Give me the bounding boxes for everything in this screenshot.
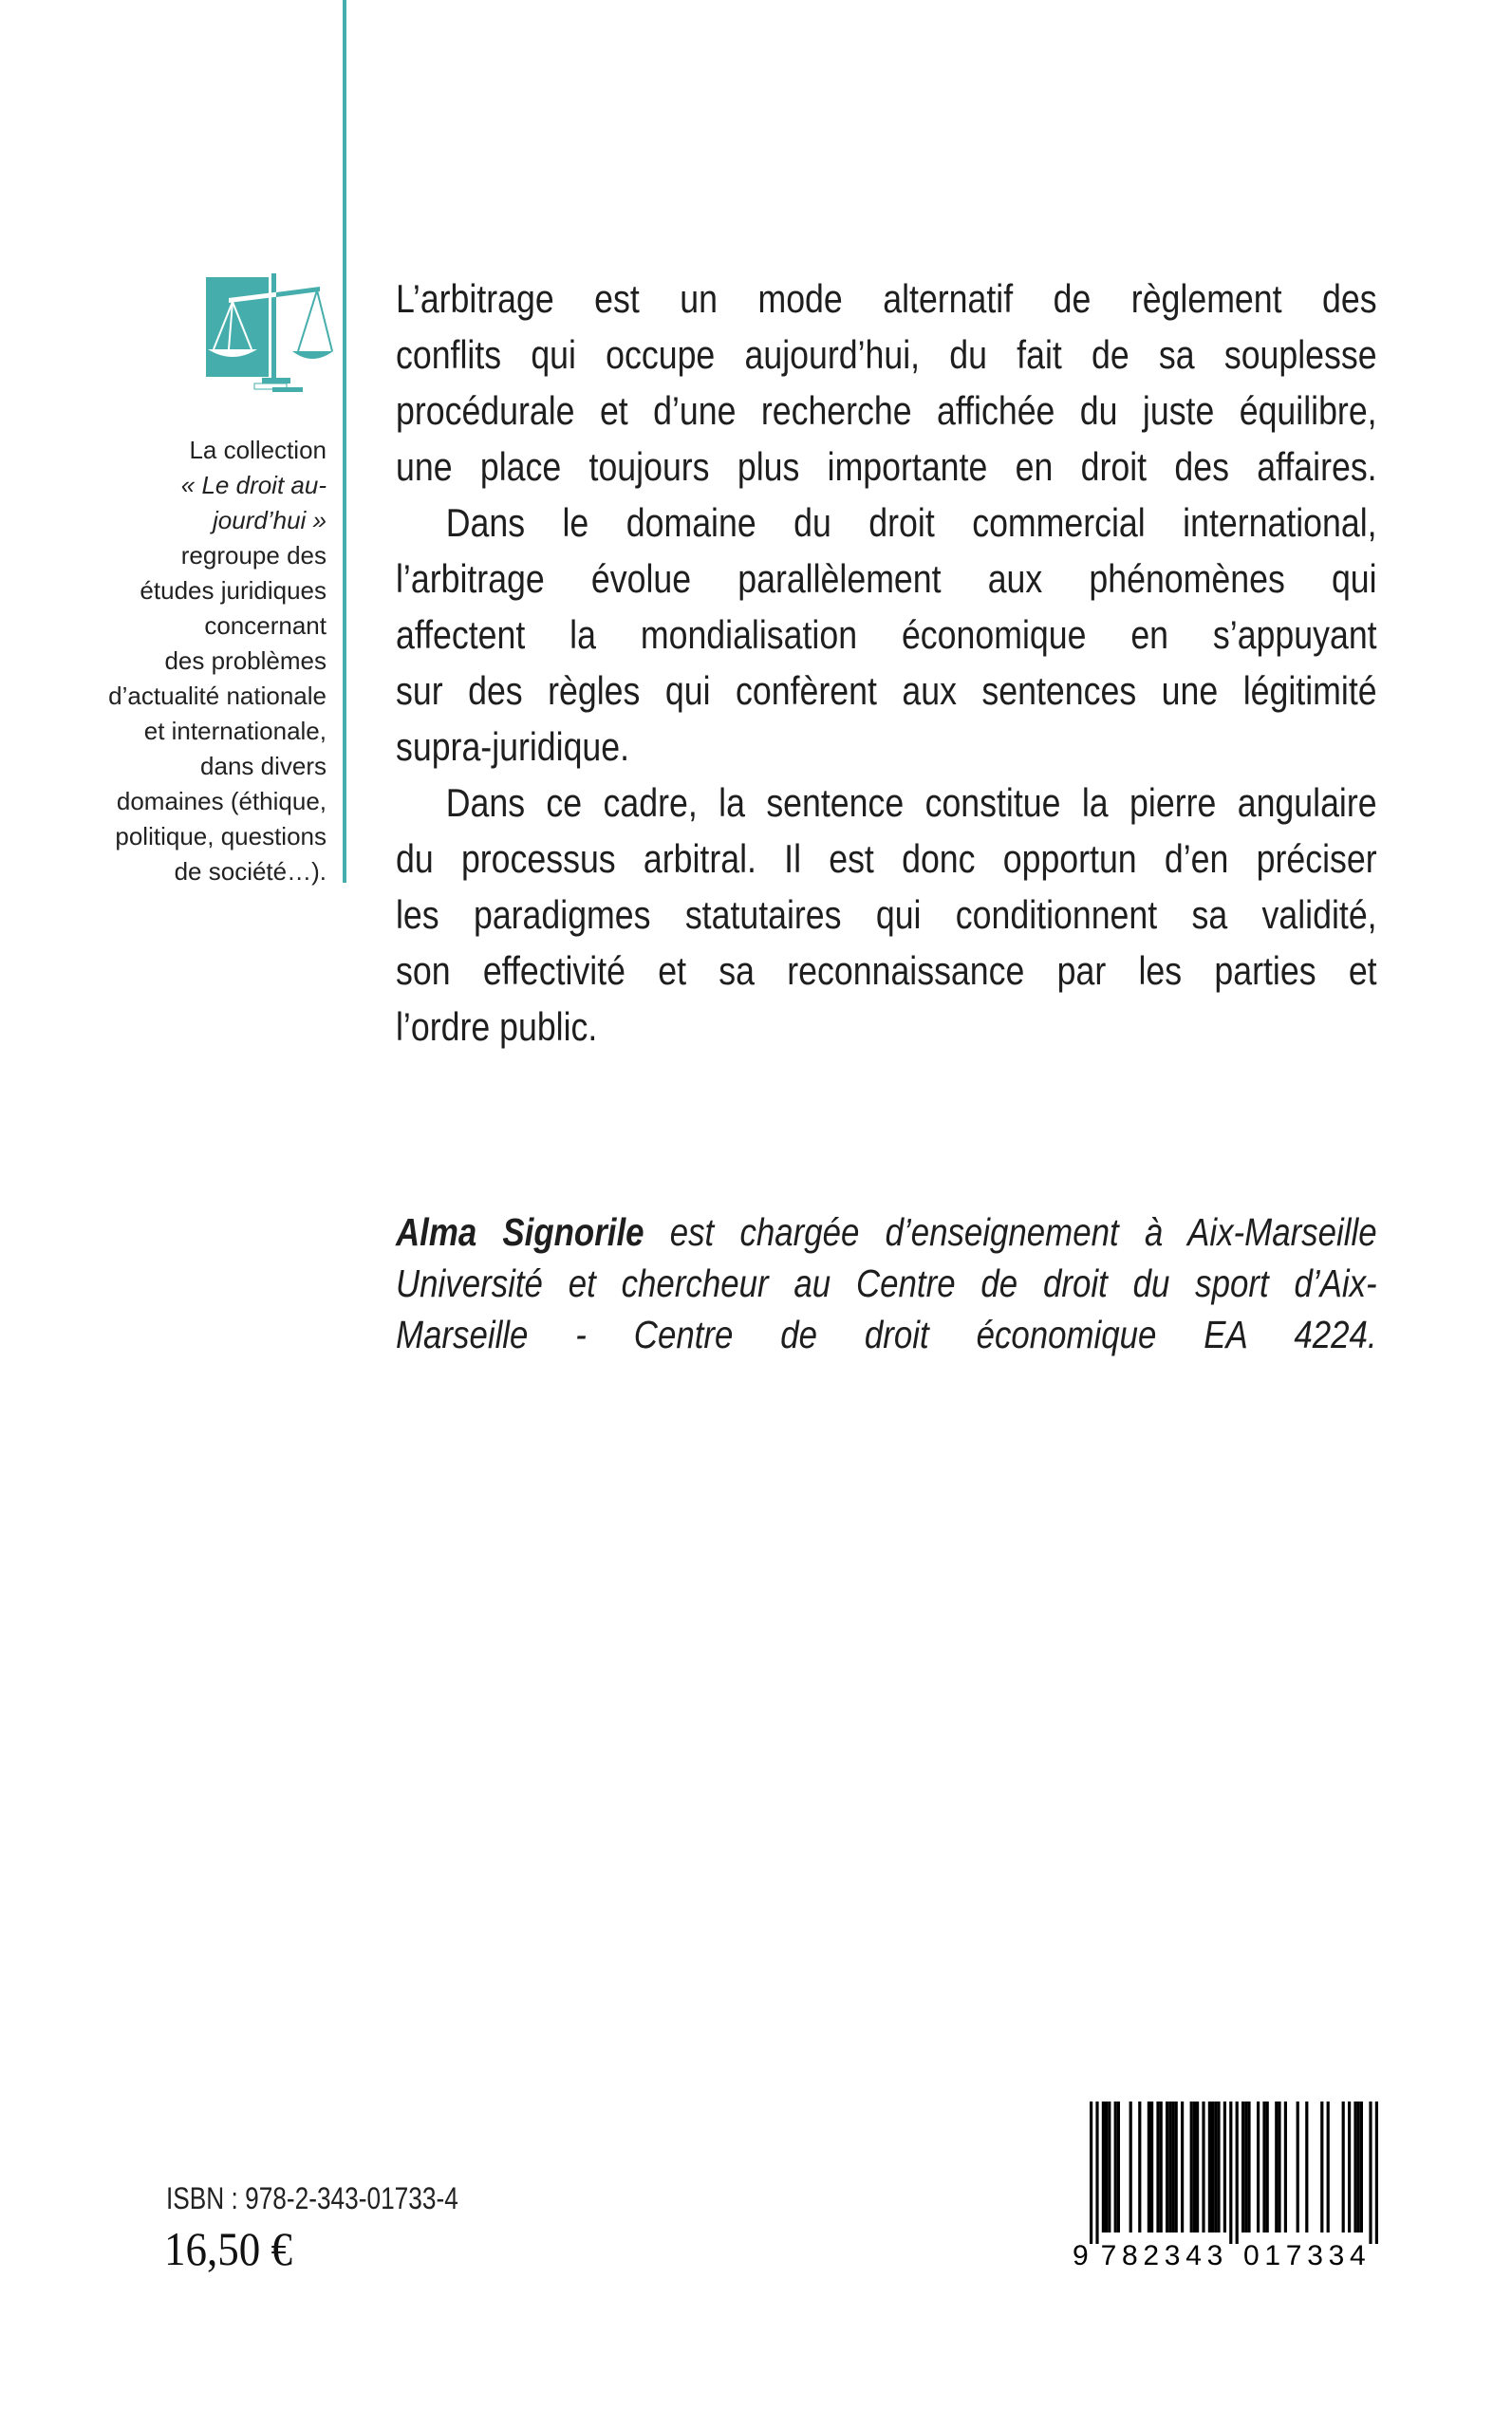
barcode-bar <box>1369 2102 1372 2244</box>
barcode-bar <box>1211 2102 1214 2233</box>
barcode-bar <box>1190 2102 1193 2233</box>
barcode-bar <box>1360 2102 1363 2233</box>
barcode-bar <box>1342 2102 1345 2233</box>
barcode-bar <box>1150 2102 1153 2233</box>
sidebar-line: études juridiques <box>140 576 327 605</box>
barcode-bar <box>1181 2102 1184 2233</box>
text-line: supra-juridique. <box>396 724 630 769</box>
barcode-digits: 3 <box>1164 2240 1181 2270</box>
sidebar-line: de société…). <box>174 857 327 886</box>
bio-text: est chargée d’enseignement à Aix-Marseille <box>644 1210 1377 1254</box>
barcode-bar <box>1244 2102 1247 2233</box>
barcode-bar <box>1241 2102 1244 2233</box>
text-line: affectent la mondialisation économique en s’appuyant <box>396 612 1377 657</box>
barcode-bar <box>1102 2102 1105 2233</box>
barcode-bar <box>1114 2102 1117 2233</box>
barcode-bar <box>1202 2102 1204 2233</box>
sidebar-line: dans divers <box>200 752 327 780</box>
sidebar-line: d’actualité nationale <box>108 682 327 710</box>
scales-of-justice-icon <box>202 273 335 411</box>
summary-paragraph-2 <box>396 495 1377 775</box>
collection-description <box>38 433 327 889</box>
bio-text: Marseille - Centre de droit économique EA 4224. <box>396 1313 1377 1356</box>
barcode-bar <box>1193 2102 1196 2233</box>
text-line: l’arbitrage évolue parallèlement aux phénomènes qui <box>396 556 1377 601</box>
sidebar-line: domaines (éthique, <box>116 787 327 815</box>
barcode-bar <box>1166 2102 1168 2233</box>
barcode-bar <box>1090 2102 1092 2244</box>
barcode-digits: 1 <box>1264 2240 1281 2270</box>
price: 16,50 € <box>164 2222 292 2275</box>
author-bio <box>396 1206 1377 1360</box>
barcode-bar <box>1262 2102 1265 2233</box>
accent-vertical-rule <box>343 0 346 883</box>
barcode-bar <box>1148 2102 1150 2233</box>
barcode-digits: 3 <box>1307 2240 1323 2270</box>
text-line: une place toujours plus importante en droit des affaires. <box>396 444 1377 489</box>
barcode-bar <box>1105 2102 1108 2233</box>
bio-text: Université et chercheur au Centre de droit du sport d’Aix- <box>396 1261 1377 1305</box>
barcode-bar <box>1175 2102 1178 2233</box>
barcode-bar <box>1357 2102 1360 2233</box>
barcode-bar <box>1327 2102 1330 2233</box>
barcode-bar <box>1278 2102 1280 2233</box>
text-line: sur des règles qui confèrent aux sentences une légitimité <box>396 668 1377 713</box>
text-line: Dans ce cadre, la sentence constitue la pierre angulaire <box>445 780 1377 825</box>
sidebar-line: regroupe des <box>180 541 327 570</box>
barcode-bar <box>1208 2102 1211 2233</box>
isbn: ISBN : 978-2-343-01733-4 <box>166 2181 458 2215</box>
barcode-digits: 4 <box>1185 2240 1202 2270</box>
barcode-bar <box>1168 2102 1171 2233</box>
barcode-bar <box>1171 2102 1174 2233</box>
sidebar-line: La collection <box>189 436 327 464</box>
text-line: conflits qui occupe aujourd’hui, du fait de sa souplesse <box>396 332 1377 377</box>
sidebar-line: politique, questions <box>115 822 327 850</box>
sidebar-line: jourd’hui » <box>213 506 327 534</box>
barcode-bar <box>1320 2102 1323 2233</box>
barcode-bar <box>1117 2102 1120 2233</box>
barcode-bar <box>1196 2102 1199 2233</box>
author-name: Alma Signorile <box>396 1210 644 1254</box>
barcode-bar <box>1108 2102 1111 2233</box>
barcode-bar <box>1275 2102 1278 2233</box>
barcode-bar <box>1223 2102 1226 2233</box>
barcode-bar <box>1247 2102 1250 2233</box>
summary-paragraph-1 <box>396 271 1377 495</box>
barcode-digits: 9 <box>1073 2240 1089 2270</box>
barcode-bar <box>1214 2102 1217 2233</box>
barcode-digits: 8 <box>1122 2240 1138 2270</box>
barcode-digits: 3 <box>1206 2240 1223 2270</box>
text-line: l’ordre public. <box>396 1004 598 1049</box>
barcode-bar <box>1160 2102 1163 2233</box>
barcode-bar <box>1297 2102 1299 2233</box>
text-line: procédurale et d’une recherche affichée du juste équilibre, <box>396 388 1377 433</box>
text-line: les paradigmes statutaires qui conditionnent sa validité, <box>396 892 1377 937</box>
barcode-digits: 7 <box>1100 2240 1117 2270</box>
barcode-digits: 0 <box>1243 2240 1260 2270</box>
barcode-digits: 7 <box>1285 2240 1302 2270</box>
text-line: L’arbitrage est un mode alternatif de règlement des <box>396 276 1377 321</box>
barcode-bar <box>1129 2102 1132 2233</box>
barcode-bar <box>1156 2102 1159 2233</box>
barcode-bar <box>1257 2102 1260 2233</box>
barcode-bar <box>1217 2102 1220 2233</box>
barcode-bar <box>1138 2102 1141 2233</box>
barcode-bar <box>1353 2102 1356 2233</box>
barcode-digits: 2 <box>1143 2240 1160 2270</box>
barcode-bar <box>1305 2102 1308 2233</box>
sidebar-line: des problèmes <box>164 646 327 675</box>
barcode-bar <box>1095 2102 1098 2244</box>
sidebar-line: concernant <box>204 611 327 640</box>
summary-paragraph-3 <box>396 775 1377 1055</box>
ean13-barcode <box>1073 2100 1386 2270</box>
barcode-bar <box>1348 2102 1351 2233</box>
barcode-bar <box>1375 2102 1378 2244</box>
barcode-bar <box>1266 2102 1269 2233</box>
barcode-digits: 4 <box>1350 2240 1366 2270</box>
text-line: son effectivité et sa reconnaissance par les parties et <box>396 948 1377 993</box>
sidebar-line: et internationale, <box>143 717 327 745</box>
barcode-bar <box>1284 2102 1287 2233</box>
barcode-digits: 3 <box>1328 2240 1345 2270</box>
barcode-bar <box>1236 2102 1239 2244</box>
text-line: du processus arbitral. Il est donc opportun d’en préciser <box>396 836 1377 881</box>
sidebar-line: « Le droit au- <box>180 471 327 499</box>
barcode-bar <box>1229 2102 1232 2244</box>
text-line: Dans le domaine du droit commercial international, <box>445 500 1377 545</box>
book-summary <box>396 271 1377 1055</box>
